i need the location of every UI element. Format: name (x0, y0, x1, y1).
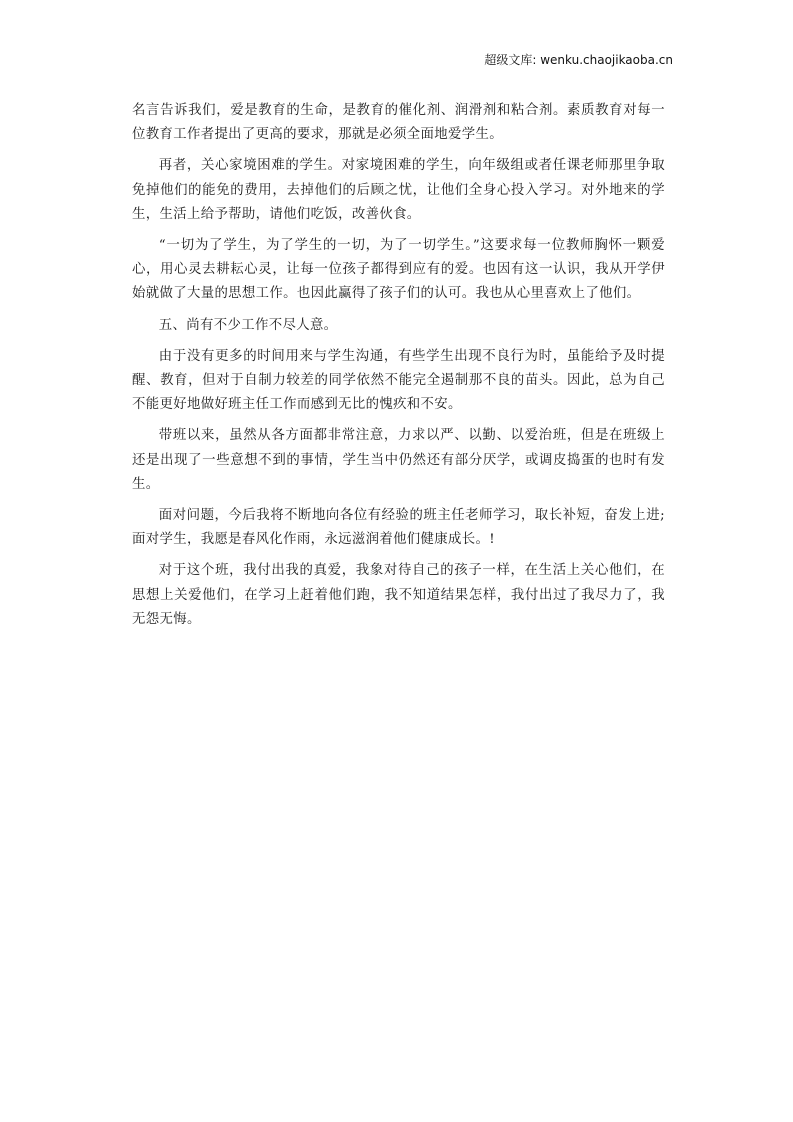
section-heading: 五、尚有不少工作不尽人意。 (158, 317, 338, 333)
document-body (132, 99, 665, 639)
paragraph: 带班以来，虽然从各方面都非常注意，力求以严、以勤、以爱治班，但是在班级上还是出现了一些意想不到的事情，学生当中仍然还有部分厌学，或调皮捣蛋的也时有发生。 (132, 428, 665, 492)
paragraph: “一切为了学生，为了学生的一切，为了一切学生。”这要求每一位教师胸怀一颗爱心，用心灵去耕耘心灵，让每一位孩子都得到应有的爱。也因有这一认识，我从开学伊始就做了大量的思想工作。也因此赢得了孩子们的认可。我也从心里喜欢上了他们。 (132, 238, 665, 302)
page-header (484, 51, 673, 68)
paragraph: 对于这个班，我付出我的真爱，我象对待自己的孩子一样，在生活上关心他们，在思想上关爱他们，在学习上赶着他们跑，我不知道结果怎样，我付出过了我尽力了，我无怨无悔。 (132, 563, 665, 627)
site-label: 超级文库: (484, 53, 537, 67)
paragraph: 名言告诉我们，爱是教育的生命，是教育的催化剂、润滑剂和粘合剂。素质教育对每一位教育工作者提出了更高的要求，那就是必须全面地爱学生。 (132, 103, 665, 143)
paragraph: 再者，关心家境困难的学生。对家境困难的学生，向年级组或者任课老师那里争取免掉他们的能免的费用，去掉他们的后顾之忧，让他们全身心投入学习。对外地来的学生，生活上给予帮助，请他们吃饭，改善伙食。 (132, 158, 665, 222)
paragraph: 面对问题，今后我将不断地向各位有经验的班主任老师学习，取长补短，奋发上进;面对学生，我愿是春风化作雨，永远滋润着他们健康成长。! (132, 508, 665, 548)
site-url: wenku.chaojikaoba.cn (540, 53, 673, 67)
paragraph: 由于没有更多的时间用来与学生沟通，有些学生出现不良行为时，虽能给予及时提醒、教育，但对于自制力较差的同学依然不能完全遏制那不良的苗头。因此，总为自己不能更好地做好班主任工作而感到无比的愧疚和不安。 (132, 348, 665, 413)
